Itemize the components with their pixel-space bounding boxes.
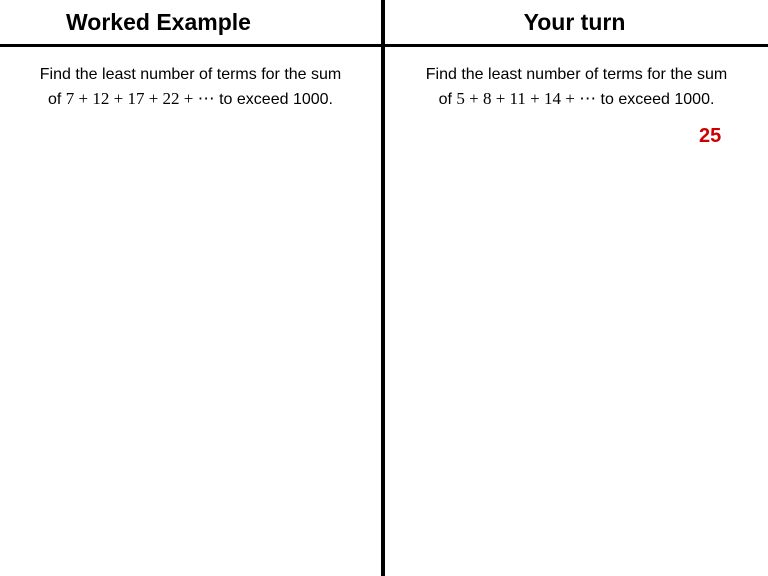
worked-example-question	[0, 63, 381, 112]
your-turn-answer: 25	[699, 125, 722, 147]
your-turn-question-line1: Find the least number of terms for the sum	[425, 66, 728, 83]
your-turn-heading	[385, 6, 768, 38]
your-turn-question-suffix: to exceed 1000.	[600, 91, 715, 108]
your-turn-question-line2	[385, 87, 768, 112]
your-turn-question-prefix: of	[438, 91, 452, 108]
worked-example-heading	[0, 6, 381, 38]
worked-example-question-suffix: to exceed 1000.	[219, 91, 333, 108]
worked-example-series: 7 + 12 + 17 + 22 + ⋯	[65, 89, 215, 108]
worked-example-heading-text: Worked Example	[66, 9, 251, 35]
your-turn-heading-text: Your turn	[523, 9, 626, 35]
worked-example-question-line2	[0, 87, 381, 112]
your-turn-series: 5 + 8 + 11 + 14 + ⋯	[456, 89, 597, 108]
worked-example-question-prefix: of	[48, 91, 62, 108]
your-turn-question	[385, 63, 768, 112]
your-turn-column	[385, 0, 768, 576]
column-divider-line	[381, 0, 385, 576]
worked-example-question-line1: Find the least number of terms for the sum	[39, 66, 342, 83]
worked-example-column	[0, 0, 381, 576]
